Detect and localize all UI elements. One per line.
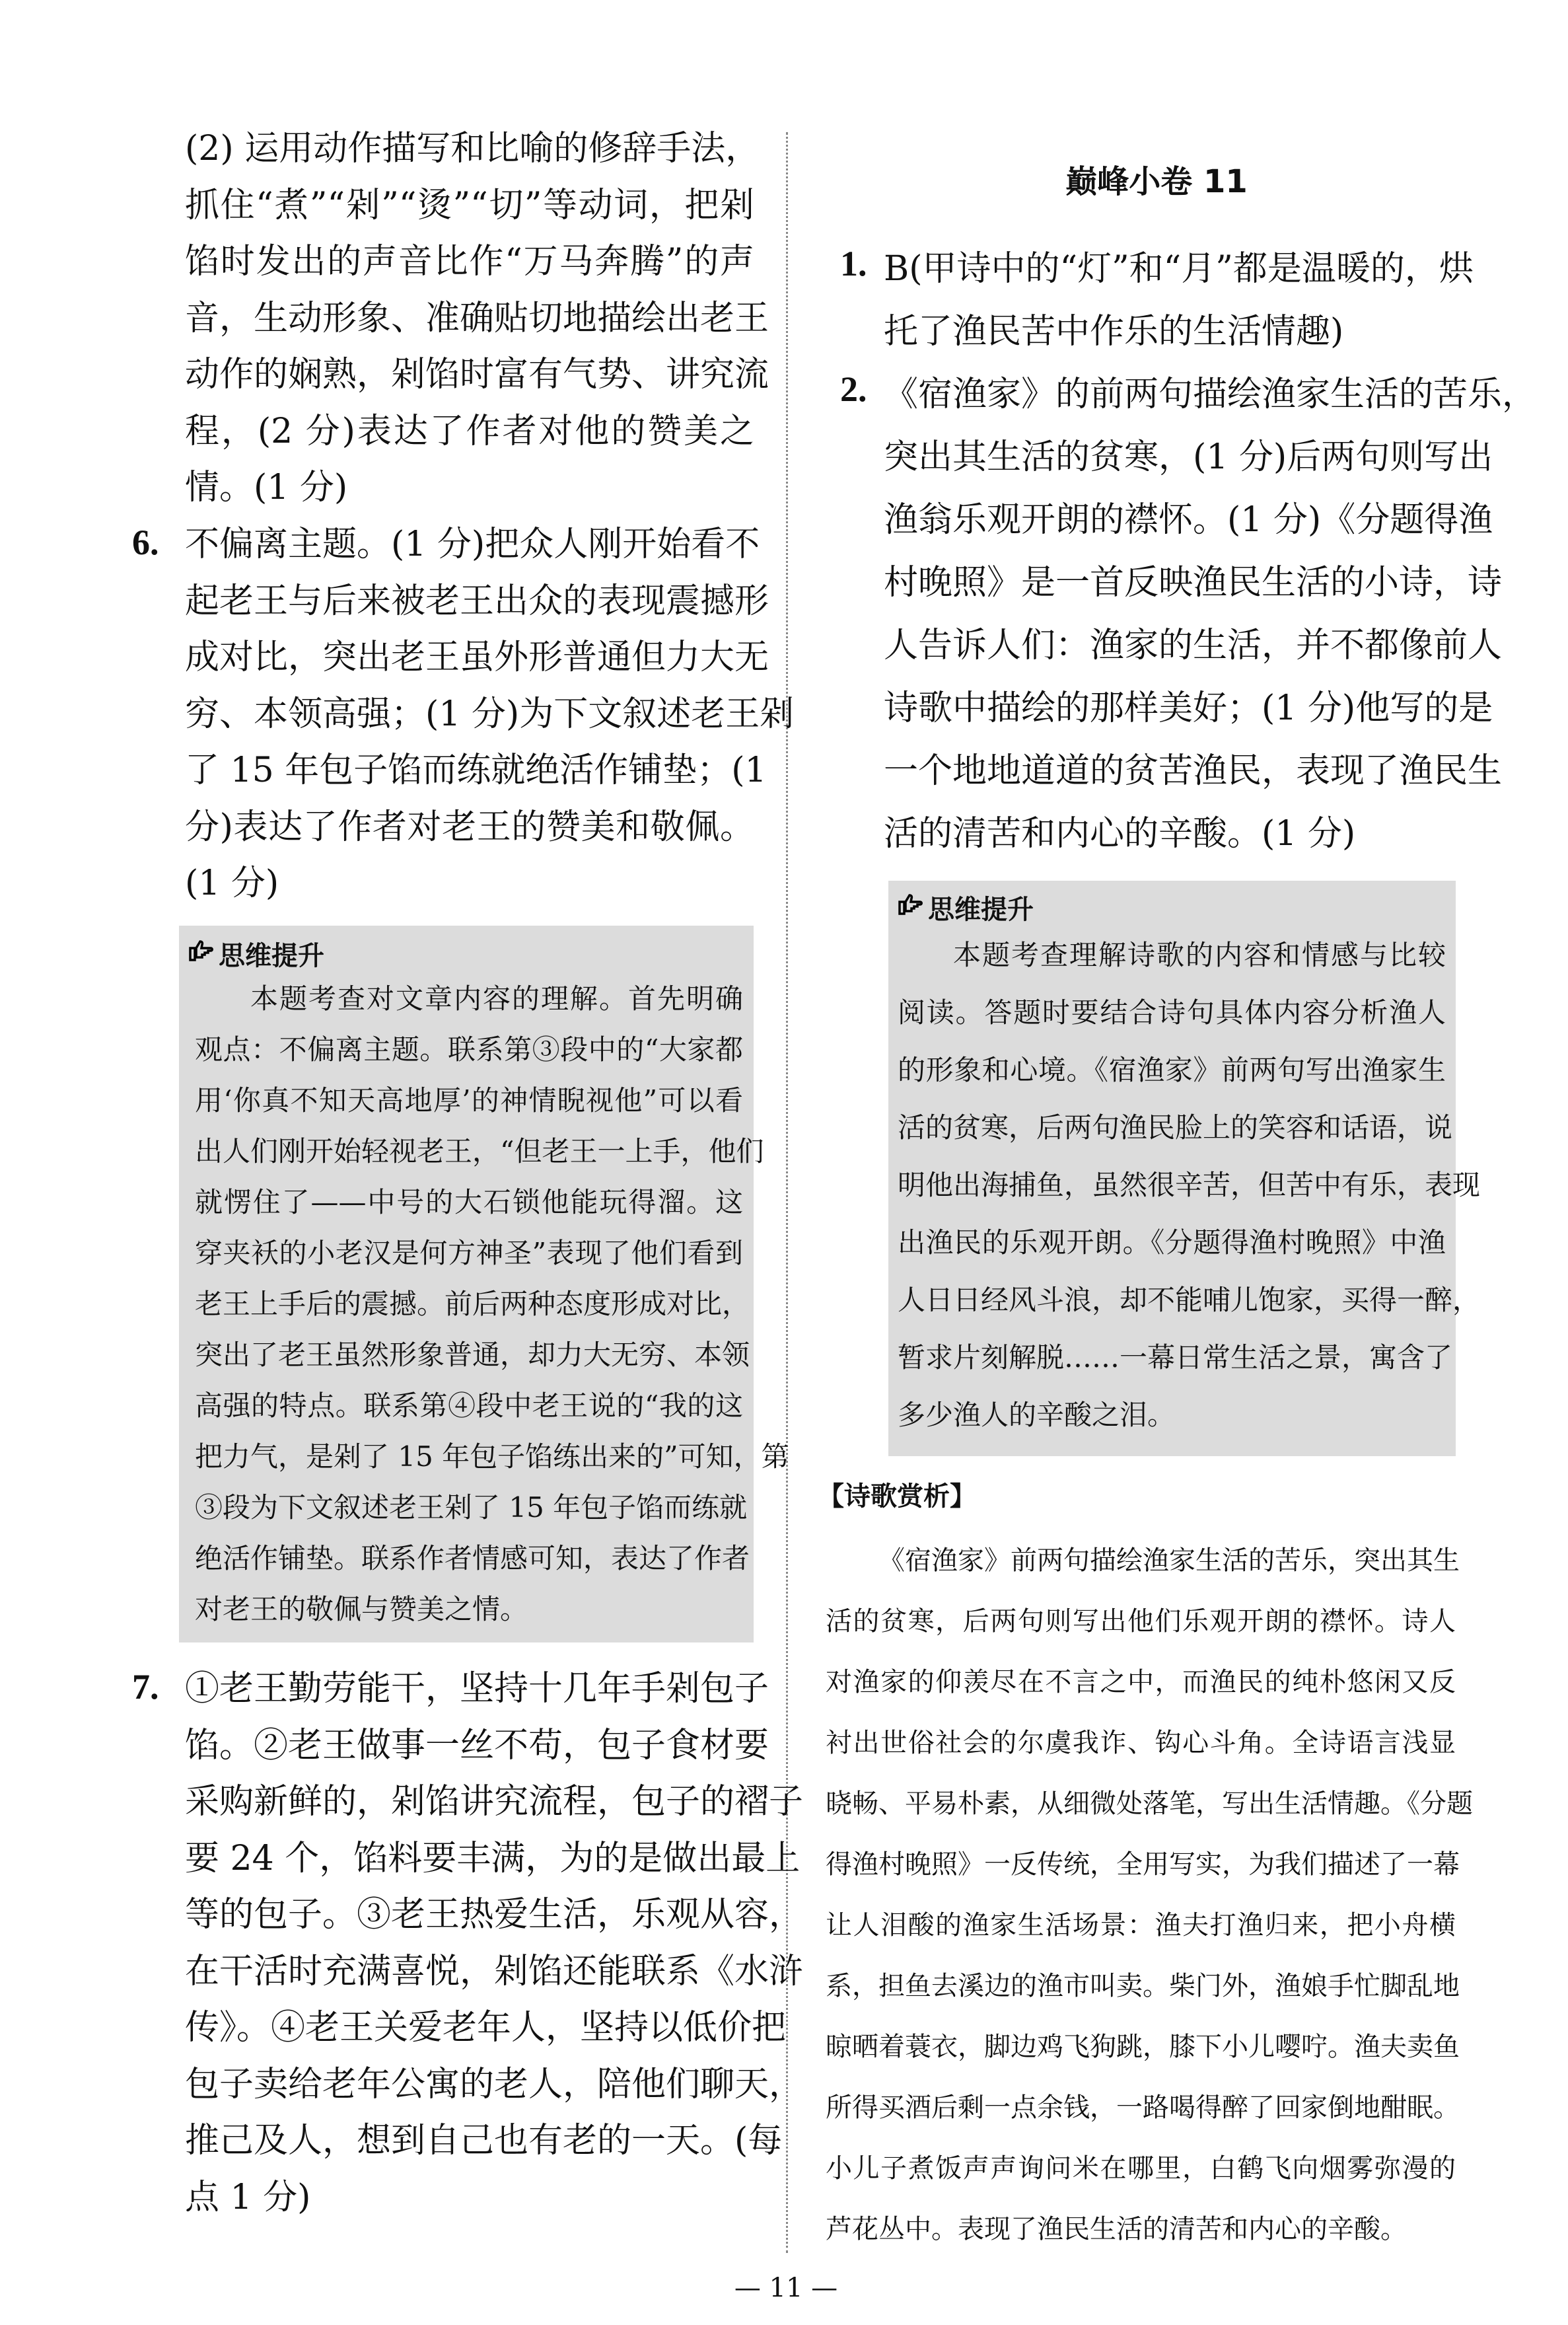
- text-line: 馅时发出的声音比作“万马奔腾”的声: [185, 242, 754, 281]
- text-line: 本题考查对文章内容的理解。首先明确: [250, 982, 743, 1015]
- question-number-2: 2.: [840, 369, 867, 409]
- answer-1: [884, 238, 1474, 363]
- thinking-box-right: [888, 881, 1481, 1456]
- text-line: 对渔家的仰羡尽在不言之中，而渔民的纯朴悠闲又反: [826, 1667, 1456, 1697]
- thinking-box-text: [898, 926, 1481, 1444]
- text-line: 小儿子煮饭声声询问米在哪里，白鹤飞向烟雾弥漫的: [826, 2153, 1456, 2184]
- text-line: 让人泪酸的渔家生活场景：渔夫打渔归来，把小舟横: [826, 1910, 1456, 1940]
- answer-2: [884, 363, 1537, 866]
- text-line: 出渔民的乐观开朗。《分题得渔村晚照》中渔: [898, 1226, 1446, 1259]
- text-line: 穷、本领高强；(1 分)为下文叙述老王剁: [185, 694, 795, 734]
- text-line: 突出其生活的贫寒，(1 分)后两句则写出: [884, 437, 1493, 477]
- text-line: 点 1 分): [185, 2177, 311, 2217]
- text-line: 突出了老王虽然形象普通，却力大无穷、本领: [195, 1339, 750, 1371]
- text-line: 活的清苦和内心的辛酸。(1 分): [884, 814, 1356, 854]
- text-line: 《宿渔家》前两句描绘渔家生活的苦乐，突出其生: [878, 1545, 1460, 1576]
- text-line: 采购新鲜的，剁馅讲究流程，包子的褶子: [185, 1782, 804, 1822]
- thinking-box-title: 思维提升: [928, 895, 1034, 925]
- text-line: 出人们刚开始轻视老王，“但老王一上手，他们: [195, 1135, 764, 1167]
- text-line: 的形象和心境。《宿渔家》前两句写出渔家生: [898, 1054, 1446, 1086]
- text-line: 芦花丛中。表现了渔民生活的清苦和内心的辛酸。: [826, 2214, 1407, 2244]
- text-line: 所得买酒后剩一点余钱，一路喝得醉了回家倒地酣眠。: [826, 2092, 1460, 2123]
- poem-analysis-text: [826, 1530, 1473, 2260]
- text-line: 村晚照》是一首反映渔民生活的小诗，诗: [884, 563, 1503, 603]
- text-line: 渔翁乐观开朗的襟怀。(1 分)《分题得渔: [884, 500, 1493, 540]
- page-number: — 11 —: [734, 2273, 838, 2303]
- text-line: 馅。②老王做事一丝不苟，包子食材要: [185, 1725, 769, 1765]
- text-line: 得渔村晚照》一反传统，全用写实，为我们描述了一幕: [826, 1849, 1460, 1880]
- text-line: 起老王与后来被老王出众的表现震撼形: [185, 581, 769, 621]
- text-line: 明他出海捕鱼，虽然很辛苦，但苦中有乐，表现: [898, 1169, 1481, 1201]
- text-line: 阅读。答题时要结合诗句具体内容分析渔人: [898, 996, 1446, 1029]
- text-line: 绝活作铺垫。联系作者情感可知，表达了作者: [195, 1542, 750, 1574]
- question-number-7: 7.: [132, 1667, 159, 1707]
- text-line: ③段为下文叙述老王剁了 15 年包子馅而练就: [195, 1491, 748, 1524]
- text-line: 多少渔人的辛酸之泪。: [898, 1399, 1176, 1431]
- thinking-box-left: [179, 926, 789, 1642]
- text-line: (1 分): [185, 864, 279, 903]
- text-line: 等的包子。③老王热爱生活，乐观从容，: [185, 1895, 804, 1935]
- text-line: 老王上手后的震撼。前后两种态度形成对比，: [195, 1288, 750, 1320]
- question-number-6: 6.: [132, 523, 159, 562]
- text-line: 高强的特点。联系第④段中老王说的“我的这: [195, 1389, 743, 1422]
- text-line: ①老王勤劳能干，坚持十几年手剁包子: [185, 1669, 769, 1709]
- thinking-box-title: 思维提升: [219, 941, 324, 971]
- text-line: 传》。④老王关爱老年人，坚持以低价把: [185, 2008, 787, 2048]
- answer-6: [185, 517, 795, 912]
- text-line: 人告诉人们：渔家的生活，并不都像前人: [884, 626, 1503, 665]
- text-line: 包子卖给老年公寓的老人，陪他们聊天，: [185, 2064, 804, 2104]
- answer-5-part-2: [185, 121, 769, 517]
- text-line: 晓畅、平易朴素，从细微处落笔，写出生活情趣。《分题: [826, 1789, 1473, 1819]
- text-line: 音，生动形象、准确贴切地描绘出老王: [185, 298, 769, 338]
- question-number-1: 1.: [840, 244, 867, 283]
- text-line: 本题考查理解诗歌的内容和情感与比较: [953, 939, 1446, 971]
- text-line: 分)表达了作者对老王的赞美和敬佩。: [185, 807, 754, 847]
- text-line: 托了渔民苦中作乐的生活情趣): [884, 312, 1344, 351]
- text-line: 暂求片刻解脱……一幕日常生活之景，寓含了: [898, 1341, 1453, 1374]
- text-line: 就愣住了——中号的大石锁他能玩得溜。这: [195, 1186, 743, 1218]
- text-line: 对老王的敬佩与赞美之情。: [195, 1593, 528, 1625]
- text-line: 衬出世俗社会的尔虞我诈、钩心斗角。全诗语言浅显: [826, 1728, 1456, 1758]
- poem-analysis-title: 【诗歌赏析】: [818, 1481, 976, 1512]
- text-line: 程，(2 分)表达了作者对他的赞美之: [185, 411, 754, 451]
- text-line: 情。(1 分): [185, 468, 348, 507]
- thinking-box-header: [188, 935, 324, 973]
- text-line: 要 24 个，馅料要丰满，为的是做出最上: [185, 1838, 801, 1878]
- thinking-box-text: [195, 973, 789, 1635]
- text-line: 人日日经风斗浪，却不能哺儿饱家，买得一醉，: [898, 1284, 1481, 1316]
- text-line: 了 15 年包子馅而练就绝活作铺垫；(1: [185, 751, 767, 790]
- text-line: (2) 运用动作描写和比喻的修辞手法，: [185, 129, 760, 168]
- text-line: 把力气，是剁了 15 年包子馅练出来的”可知，第: [195, 1440, 789, 1473]
- text-line: 系，担鱼去溪边的渔市叫卖。柴门外，渔娘手忙脚乱地: [826, 1971, 1460, 2001]
- text-line: 推己及人，想到自己也有老的一天。(每: [185, 2121, 783, 2160]
- text-line: 穿夹袄的小老汉是何方神圣”表现了他们看到: [195, 1237, 743, 1269]
- section-title: 巅峰小卷 11: [1065, 163, 1248, 200]
- text-line: 诗歌中描绘的那样美好；(1 分)他写的是: [884, 688, 1493, 728]
- text-line: 动作的娴熟，剁馅时富有气势、讲究流: [185, 355, 769, 394]
- text-line: 晾晒着蓑衣，脚边鸡飞狗跳，膝下小儿嘤咛。渔夫卖鱼: [826, 2032, 1460, 2062]
- column-divider: [786, 132, 788, 2253]
- text-line: 活的贫寒，后两句则写出他们乐观开朗的襟怀。诗人: [826, 1606, 1456, 1637]
- thumb-pointing-icon: [898, 893, 924, 923]
- text-line: 观点：不偏离主题。联系第③段中的“大家都: [195, 1033, 743, 1066]
- text-line: 《宿渔家》的前两句描绘渔家生活的苦乐，: [884, 375, 1537, 414]
- text-line: 用‘你真不知天高地厚’的神情睨视他”可以看: [195, 1084, 743, 1117]
- answer-7: [185, 1661, 804, 2226]
- thumb-pointing-icon: [188, 939, 215, 969]
- text-line: 成对比，突出老王虽外形普通但力大无: [185, 638, 769, 677]
- text-line: 抓住“煮”“剁”“烫”“切”等动词，把剁: [185, 185, 754, 225]
- text-line: 一个地地道道的贫苦渔民，表现了渔民生: [884, 751, 1503, 791]
- text-line: 在干活时充满喜悦，剁馅还能联系《水浒: [185, 1951, 804, 1991]
- thinking-box-header: [898, 889, 1034, 926]
- text-line: 不偏离主题。(1 分)把众人刚开始看不: [185, 525, 760, 564]
- text-line: B(甲诗中的“灯”和“月”都是温暖的，烘: [884, 249, 1474, 289]
- text-line: 活的贫寒，后两句渔民脸上的笑容和话语，说: [898, 1111, 1453, 1144]
